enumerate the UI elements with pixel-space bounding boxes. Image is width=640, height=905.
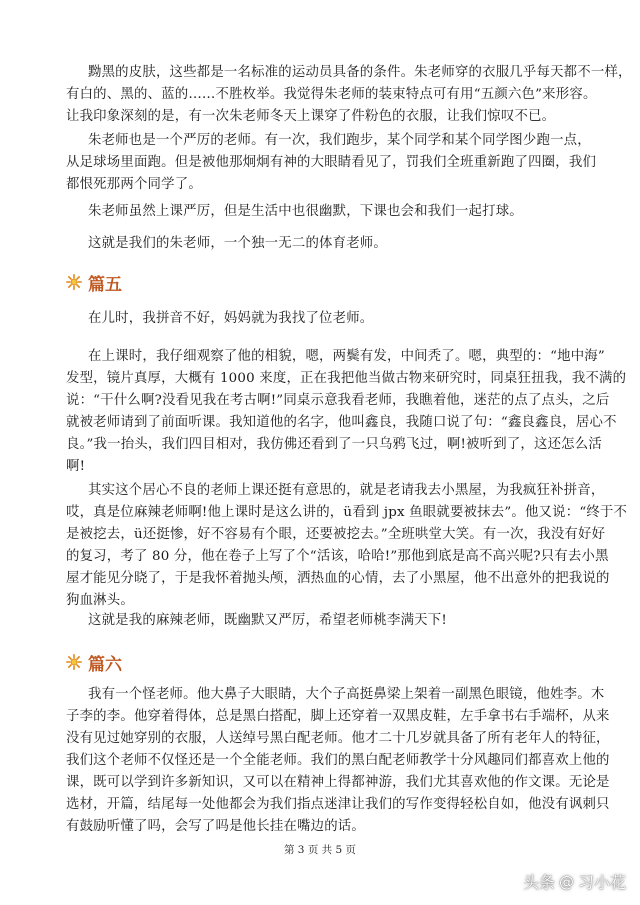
section-heading-text: 篇五: [88, 274, 122, 295]
watermark-author: 习小花: [577, 873, 626, 892]
text-line: 子李的李。他穿着得体，总是黑白搭配，脚上还穿着一双黑皮鞋，左手拿书右手端杯，从来: [66, 709, 610, 724]
text-line: 有白的、黑的、蓝的……不胜枚举。我觉得朱老师的装束特点可有用“五颜六色”来形容。: [66, 87, 597, 102]
paragraph-5-4: [88, 610, 560, 632]
paragraph-top-2: [66, 130, 597, 196]
text-line: 我们这个老师不仅怪还是一个全能老师。我们的黑白配老师教学十分风趣同们都喜欢上他的: [66, 753, 610, 768]
text-line: 都恨死那两个同学了。: [66, 177, 202, 192]
sunburst-star-icon: [66, 274, 82, 290]
paragraph-top-3: [88, 201, 560, 223]
text-line: 说：“干什么啊?没看见我在考古啊!”同桌示意我看老师，我瞧着他，迷茫的点了点头，之后: [66, 393, 610, 408]
text-line: 发型，镜片真厚，大概有 1000 来度，正在我把他当做古物来研究时，同桌狂扭我，我不满的: [66, 371, 627, 386]
text-line: 我有一个怪老师。他大鼻子大眼睛，大个子高挺鼻梁上架着一副黑色眼镜，他姓李。木: [88, 687, 605, 702]
section-heading-6: [66, 650, 122, 674]
page-footer: 第 3 页 共 5 页: [283, 844, 357, 856]
text-line: 在上课时，我仔细观察了他的相貌，嗯，两鬓有发，中间秃了。嗯，典型的：“地中海”: [88, 349, 605, 364]
watermark-brand: 头条: [522, 873, 555, 892]
paragraph-6-1: [66, 684, 610, 838]
paragraph-5-1: [88, 308, 560, 330]
text-line: 朱老师也是一个严厉的老师。有一次，我们跑步，某个同学和某个同学图少跑一点，: [88, 133, 591, 148]
section-heading-5: [66, 270, 122, 294]
at-sign-icon: @: [558, 872, 574, 891]
text-line: 选材，开篇，结尾每一处他都会为我们指点迷津让我们的写作变得轻松自如，他没有讽刺只: [66, 797, 610, 812]
text-line: 屋才能见分晓了，于是我怀着抛头颅，洒热血的心情，去了小黑屋，他不出意外的把我说的: [66, 571, 610, 586]
text-line: 这就是我的麻辣老师，既幽默又严厉，希望老师桃李满天下!: [88, 613, 447, 628]
paragraph-top-4: [88, 233, 560, 255]
sunburst-star-icon: [66, 654, 82, 670]
text-line: 黝黑的皮肤，这些都是一名标准的运动员具备的条件。朱老师穿的衣服几乎每天都不一样，: [88, 65, 632, 80]
text-line: 在儿时，我拼音不好，妈妈就为我找了位老师。: [88, 311, 374, 326]
paragraph-5-3: [66, 480, 628, 612]
text-line: 狗血淋头。: [66, 593, 134, 608]
text-line: 啊!: [66, 459, 86, 474]
watermark: [523, 870, 626, 893]
text-line: 良。”我一抬头，我们四目相对，我仿佛还看到了一只乌鸦飞过，啊!被听到了，这还怎么活: [66, 437, 602, 452]
text-line: 就被老师请到了前面听课。我知道他的名字，他叫鑫良，我随口说了句：“鑫良鑫良，居心不: [66, 415, 617, 430]
paragraph-top-1: [66, 62, 632, 128]
text-line: 的复习，考了 80 分，他在卷子上写了个“活该，哈哈!”那他到底是高不高兴呢?只有去小黑: [66, 549, 609, 564]
text-line: 从足球场里面跑。但是被他那炯炯有神的大眼睛看见了，罚我们全班重新跑了四圈，我们: [66, 155, 597, 170]
paragraph-5-2: [66, 346, 627, 478]
text-line: 让我印象深刻的是，有一次朱老师冬天上课穿了件粉色的衣服，让我们惊叹不已。: [66, 109, 556, 124]
text-line: 有鼓励听懂了吗，会写了吗是他长挂在嘴边的话。: [66, 819, 365, 834]
text-line: 是被挖去，ü还挺惨，好不容易有个眼，还要被挖去。”全班哄堂大笑。有一次，我没有好好: [66, 527, 606, 542]
text-line: 没有见过她穿别的衣服，人送绰号黑白配老师。他才二十几岁就具备了所有老年人的特征，: [66, 731, 610, 746]
text-line: 这就是我们的朱老师，一个独一无二的体育老师。: [88, 236, 387, 251]
text-line: 朱老师虽然上课严厉，但是生活中也很幽默，下课也会和我们一起打球。: [88, 204, 523, 219]
section-heading-text: 篇六: [88, 654, 122, 675]
text-line: 其实这个居心不良的老师上课还挺有意思的，就是老请我去小黑屋，为我疯狂补拼音，: [88, 483, 605, 498]
text-line: 课，既可以学到许多新知识，又可以在精神上得都神游，我们尤其喜欢他的作文课。无论是: [66, 775, 610, 790]
text-line: 哎，真是位麻辣老师啊!他上课时是这么讲的，ü看到 jpx 鱼眼就要被抹去”。他又说：“终于不: [66, 505, 628, 520]
